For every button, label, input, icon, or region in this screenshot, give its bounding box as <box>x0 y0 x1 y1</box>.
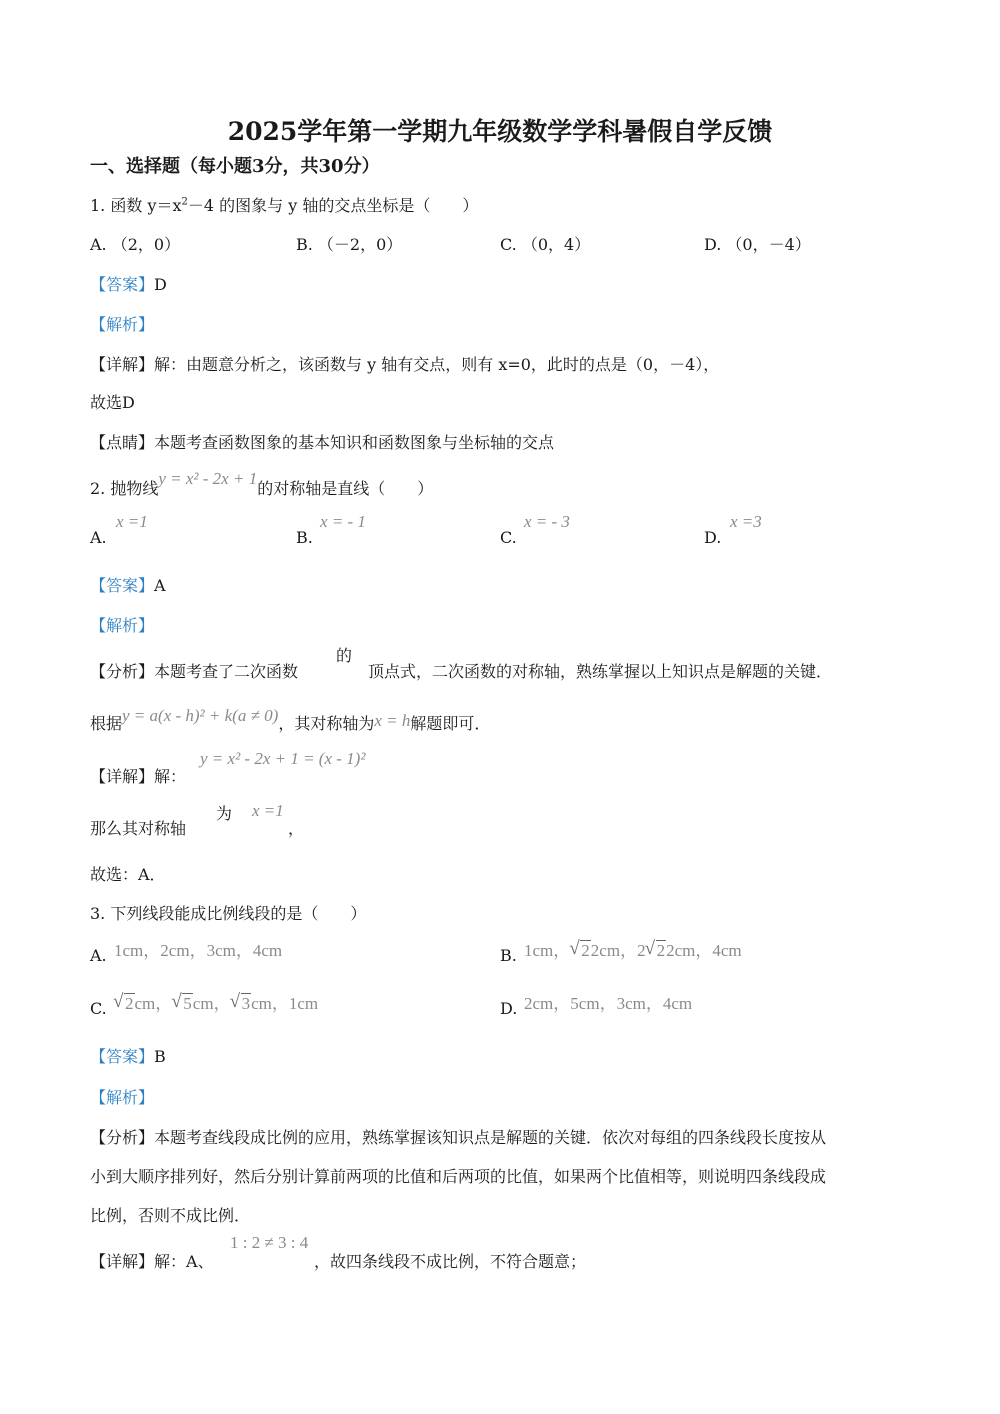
q2-stem-prefix: 2. 抛物线 <box>90 479 159 498</box>
q1-analysis-tag: 【解析】 <box>90 315 155 334</box>
q3-detail-suffix: ，故四条线段不成比例，不符合题意； <box>314 1252 587 1271</box>
q3-b-seg3: 2cm <box>666 941 696 960</box>
q2-fenxi-part1 <box>90 659 298 682</box>
q1-detail <box>90 352 719 375</box>
page-title: 2025学年第一学期九年级数学学科暑假自学反馈 <box>227 117 773 146</box>
q3-fenxi-line3: 比例，否则不成比例． <box>90 1206 251 1225</box>
comment-tag: 【点睛】 <box>90 433 155 452</box>
q2-option-c-letter: C. <box>500 528 517 547</box>
q2-basis-formula2: x = h <box>374 711 411 730</box>
q2-detail-prefix: 解： <box>154 767 187 786</box>
q2-option-b-formula: x = - 1 <box>320 512 366 531</box>
sqrt-symbol <box>646 941 667 961</box>
q2-option-d-formula: x =3 <box>730 512 762 531</box>
q2-answer-value: A <box>154 576 166 595</box>
q2-stem-formula: y = x² - 2x + 1 <box>158 469 258 488</box>
q1-answer-value: D <box>154 275 167 294</box>
q1-stem-sup: 2 <box>181 196 188 208</box>
q3-b-seg4: 4cm <box>712 941 742 960</box>
q3-fenxi-line1 <box>90 1125 826 1148</box>
answer-tag: 【答案】 <box>90 1047 155 1066</box>
q2-option-c-formula: x = - 3 <box>524 512 570 531</box>
q3-d-seg2: 5cm <box>570 994 600 1013</box>
q3-a-seg3: 3cm <box>206 941 236 960</box>
q1-stem <box>90 193 478 216</box>
q1-conclusion: 故选D <box>90 393 135 412</box>
fenxi-tag: 【分析】 <box>90 1128 155 1147</box>
q1-detail-text: 解：由题意分析之，该函数与 y 轴有交点，则有 x=0，此时的点是（0，－4）， <box>154 355 720 374</box>
q3-answer-value: B <box>154 1047 166 1066</box>
q2-fenxi-text1: 本题考查了二次函数 <box>154 662 299 681</box>
sqrt-symbol <box>114 994 135 1014</box>
q3-c-seg2: cm <box>192 994 214 1013</box>
q3-a-seg1: 1cm <box>114 941 144 960</box>
q1-comment-text: 本题考查函数图象的基本知识和函数图象与坐标轴的交点 <box>154 433 555 452</box>
q1-option-c: C. （0，4） <box>500 235 591 254</box>
q3-c-rad2: 5 <box>183 994 192 1013</box>
q2-stem-suffix: 的对称轴是直线（ ） <box>257 479 434 498</box>
q3-d-seg4: 4cm <box>662 994 693 1013</box>
q3-b-seg2: 2cm <box>590 941 621 960</box>
q3-answer <box>90 1044 166 1067</box>
q1-answer <box>90 272 167 295</box>
q3-b-rad1: 2 <box>581 941 590 960</box>
q2-basis-mid: ，其对称轴为 <box>278 714 375 733</box>
q2-analysis-tag: 【解析】 <box>90 616 155 635</box>
detail-tag: 【详解】 <box>90 355 155 374</box>
q1-stem-suffix: －4 的图象与 y 轴的交点坐标是（ ） <box>187 196 479 215</box>
q1-option-a: A. （2，0） <box>90 235 181 254</box>
answer-tag: 【答案】 <box>90 576 155 595</box>
q3-option-a-letter: A. <box>90 946 107 965</box>
answer-tag: 【答案】 <box>90 275 155 294</box>
q2-fenxi-de: 的 <box>336 646 353 665</box>
q1-comment <box>90 430 554 453</box>
sqrt-symbol <box>231 994 252 1014</box>
q3-option-d-values: 2cm，5cm，3cm，4cm <box>524 994 693 1013</box>
q2-basis-formula: y = a(x - h)² + k(a ≠ 0) <box>122 706 279 725</box>
q3-d-seg1: 2cm <box>524 994 554 1013</box>
q2-basis-prefix: 根据 <box>90 714 123 733</box>
q2-axis-formula: x =1 <box>252 801 284 820</box>
q2-detail-formula: y = x² - 2x + 1 = (x - 1)² <box>200 749 366 768</box>
detail-tag: 【详解】 <box>90 1252 155 1271</box>
q3-c-seg3: cm <box>251 994 272 1013</box>
q2-stem <box>90 469 434 499</box>
q3-detail-prefix: 解：A、 <box>154 1252 214 1271</box>
q2-basis <box>90 706 491 734</box>
q2-fenxi-text2: 顶点式，二次函数的对称轴，熟练掌握以上知识点是解题的关键． <box>368 662 833 681</box>
q1-stem-prefix: 1. 函数 y＝x <box>90 196 182 215</box>
q2-option-a-formula: x =1 <box>116 512 148 531</box>
q3-fenxi-line2: 小到大顺序排列好，然后分别计算前两项的比值和后两项的比值，如果两个比值相等，则说明四条线段成 <box>90 1167 827 1186</box>
q2-option-d-letter: D. <box>704 528 722 547</box>
q3-b-rad2: 2 <box>656 941 666 960</box>
q3-option-b-letter: B. <box>500 946 517 965</box>
q3-a-seg4: 4cm <box>252 941 283 960</box>
fenxi-tag: 【分析】 <box>90 662 155 681</box>
q3-c-rad1: 2 <box>125 994 134 1013</box>
q3-option-a-values: 1cm，2cm，3cm，4cm <box>114 941 283 960</box>
sqrt-symbol <box>570 941 591 961</box>
q3-c-seg1: cm <box>134 994 156 1013</box>
q3-detail-formula: 1 : 2 ≠ 3 : 4 <box>230 1233 309 1252</box>
q2-axis-text: 那么其对称轴 <box>90 819 187 838</box>
q3-b-seg1: 1cm <box>524 941 554 960</box>
q3-stem: 3. 下列线段能成比例线段的是（ ） <box>90 904 367 923</box>
q2-basis-suffix: 解题即可． <box>410 714 491 733</box>
q3-d-seg3: 3cm <box>616 994 646 1013</box>
q2-option-b-letter: B. <box>296 528 313 547</box>
q2-axis-wei: 为 <box>216 804 233 823</box>
q3-fenxi-text1: 本题考查线段成比例的应用，熟练掌握该知识点是解题的关键．依次对每组的四条线段长度按从 <box>154 1128 827 1147</box>
q3-c-rad3: 3 <box>241 994 251 1013</box>
detail-tag: 【详解】 <box>90 767 155 786</box>
q3-b-coef: 2 <box>637 941 646 960</box>
q2-axis-comma: ， <box>288 819 305 838</box>
q1-option-b: B. （－2，0） <box>296 235 403 254</box>
q3-detail <box>90 1249 214 1272</box>
q3-a-seg2: 2cm <box>160 941 190 960</box>
q2-option-a-letter: A. <box>90 528 107 547</box>
sqrt-symbol <box>172 994 193 1014</box>
q2-conclusion: 故选：A． <box>90 865 166 884</box>
q3-option-b-values: 1cm，√ 22cm，2√ 22cm，4cm <box>524 936 742 961</box>
q2-answer <box>90 573 166 596</box>
q3-option-c-letter: C. <box>90 999 107 1018</box>
q1-option-d: D. （0，－4） <box>704 235 811 254</box>
q3-c-seg4: 1cm <box>288 994 319 1013</box>
q3-option-c-values: √ 2cm，√ 5cm，√ 3cm，1cm <box>114 989 318 1014</box>
section-title: 一、选择题（每小题3分，共30分） <box>90 156 380 177</box>
q3-analysis-tag: 【解析】 <box>90 1088 155 1107</box>
q2-detail <box>90 764 186 787</box>
q3-option-d-letter: D. <box>500 999 518 1018</box>
